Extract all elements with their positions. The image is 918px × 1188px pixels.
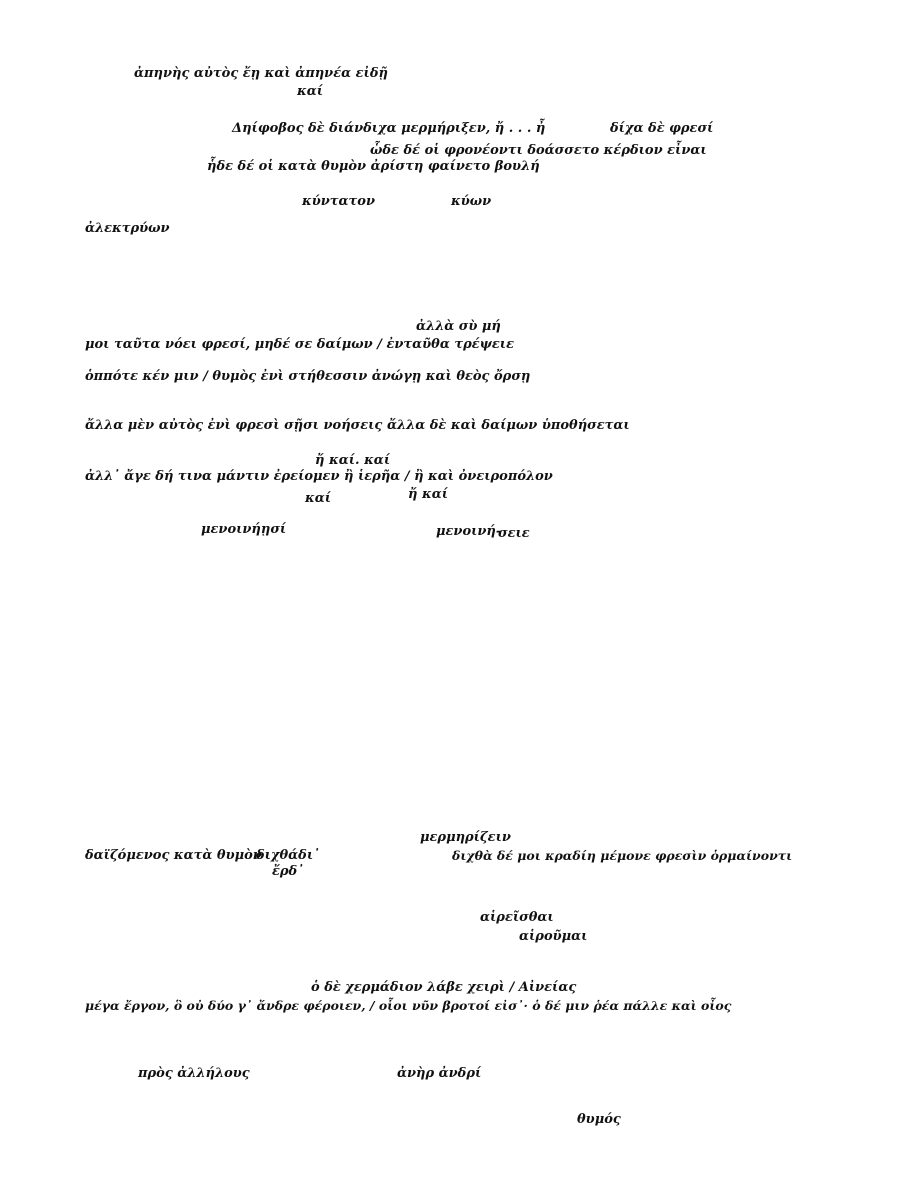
greek-fragment: καί [305, 491, 332, 506]
greek-fragment: μέγα ἔργον, ὃ οὐ δύο γ᾽ ἄνδρε φέροιεν, / οἷοι νῦν βροτοί εἰσ᾽· ὁ δέ μιν ῥέα πάλλε καὶ οἶος [85, 998, 732, 1013]
greek-fragment: μενοινή- [436, 524, 502, 539]
greek-fragment: ἔρδ᾽ [272, 864, 304, 879]
greek-fragment: κύντατον [302, 194, 375, 209]
greek-fragment: ἀλεκτρύων [85, 221, 170, 236]
greek-fragment: διχθὰ δέ μοι κραδίη μέμονε φρεσὶν ὁρμαίνοντι [452, 848, 793, 863]
greek-fragment: ἄλλα μὲν αὐτὸς ἐνὶ φρεσὶ σῇσι νοήσεις [85, 418, 383, 433]
greek-fragment: ἀπηνὴς αὐτὸς ἔῃ καὶ ἀπηνέα εἰδῇ [134, 66, 388, 81]
greek-fragment: δίχα δὲ φρεσί [610, 121, 714, 136]
greek-fragment: μερμηρίζειν [420, 830, 511, 845]
greek-fragment: ἄλλα δὲ καὶ δαίμων ὑποθήσεται [387, 418, 630, 433]
greek-fragment: ἀλλὰ σὺ μή [416, 319, 501, 334]
greek-fragment: αἱρεῖσθαι [480, 910, 554, 925]
greek-fragment: ἤ καί. καί [315, 453, 391, 468]
greek-fragment: ἀλλ᾽ ἄγε δή τινα μάντιν ἐρείομεν ἢ ἱερῆα / ἢ καὶ ὀνειροπόλον [85, 469, 553, 484]
greek-fragment: αἱροῦμαι [519, 929, 588, 944]
greek-fragment: σειε [498, 526, 530, 541]
greek-fragment: ἀνὴρ ἀνδρί [397, 1066, 482, 1081]
greek-fragment: θυμός [577, 1112, 621, 1127]
greek-fragment: ἧδε δέ οἱ κατὰ θυμὸν ἀρίστη φαίνετο βουλή [207, 159, 540, 174]
greek-fragment: δαϊζόμενος κατὰ θυμὸν [85, 848, 262, 863]
greek-fragment: κύων [451, 194, 492, 209]
greek-fragment: ὧδε δέ οἱ φρονέοντι δοάσσετο κέρδιον εἶναι [370, 143, 707, 158]
greek-fragment: ὁππότε κέν μιν / θυμὸς ἐνὶ στήθεσσιν ἀνώγῃ καὶ θεὸς ὄρσῃ [85, 369, 531, 384]
greek-fragment: Δηίφοβος δὲ διάνδιχα μερμήριξεν, ἤ . . . ἦ [232, 121, 546, 136]
greek-fragment: ὁ δὲ χερμάδιον λάβε χειρὶ / Αἰνείας [311, 980, 577, 995]
greek-fragment: ἤ καί [408, 487, 449, 502]
greek-fragment: καί [297, 84, 324, 99]
greek-fragment: μοι ταῦτα νόει φρεσί, μηδέ σε δαίμων / ἐνταῦθα τρέψειε [85, 337, 514, 352]
greek-fragment: πρὸς ἀλλήλους [138, 1066, 250, 1081]
greek-fragment: μενοινήῃσί [201, 522, 287, 537]
greek-fragment: διχθάδι᾽ [256, 848, 320, 863]
